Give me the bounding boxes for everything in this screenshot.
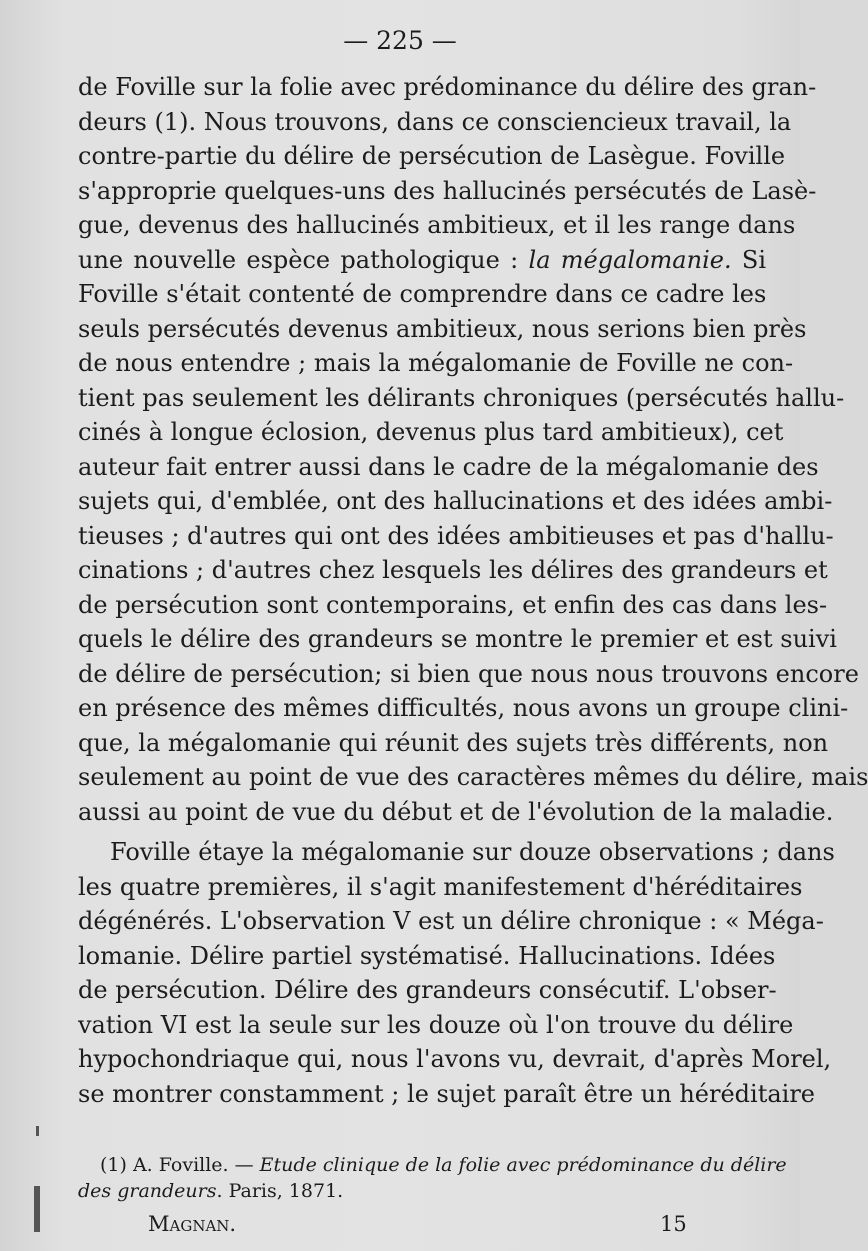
text-line: vation VI est la seule sur les douze où l'on trouve du délire bbox=[78, 1010, 794, 1039]
text-line: de persécution. Délire des grandeurs consécutif. L'obser- bbox=[78, 976, 777, 1004]
text-line: que, la mégalomanie qui réunit des sujets très différents, non bbox=[78, 728, 829, 757]
text-line: contre-partie du délire de persécution de Lasègue. Foville bbox=[78, 142, 786, 170]
page-number: — 225 — bbox=[343, 26, 457, 55]
footnote-line bbox=[78, 1152, 787, 1178]
text-line: tient pas seulement les délirants chroniques (persécutés hallu- bbox=[78, 383, 845, 412]
text-line: s'approprie quelques-uns des hallucinés persécutés de Lasè- bbox=[78, 176, 817, 205]
signature-mark: Magnan. bbox=[148, 1212, 237, 1236]
text-line: seulement au point de vue des caractères mêmes du délire, mais bbox=[78, 763, 868, 791]
text-line: Foville étaye la mégalomanie sur douze observations ; dans bbox=[110, 838, 835, 866]
text-line: cinations ; d'autres chez lesquels les délires des grandeurs et bbox=[78, 556, 828, 584]
text-segment: Si bbox=[731, 245, 767, 274]
text-line: seuls persécutés devenus ambitieux, nous serions bien près bbox=[78, 314, 807, 343]
text-line: de délire de persécution; si bien que nous nous trouvons encore bbox=[78, 659, 859, 688]
footnote-marker-author: (1) A. Foville. — bbox=[100, 1154, 260, 1176]
sheet-number: 15 bbox=[660, 1212, 687, 1236]
text-segment: une nouvelle espèce pathologique : bbox=[78, 245, 529, 274]
text-line: se montrer constamment ; le sujet paraît être un héréditaire bbox=[78, 1079, 815, 1108]
text-line: lomanie. Délire partiel systématisé. Hallucinations. Idées bbox=[78, 941, 776, 970]
footnote-title: Etude clinique de la folie avec prédominance du délire bbox=[259, 1154, 787, 1176]
text-line: dégénérés. L'observation V est un délire chronique : « Méga- bbox=[78, 907, 824, 935]
text-line: gue, devenus des hallucinés ambitieux, et il les range dans bbox=[78, 211, 796, 239]
text-line: auteur fait entrer aussi dans le cadre de la mégalomanie des bbox=[78, 452, 819, 481]
body-text bbox=[78, 70, 868, 1111]
text-line: tieuses ; d'autres qui ont des idées ambitieuses et pas d'hallu- bbox=[78, 521, 834, 550]
binding-edge-mark bbox=[34, 1186, 40, 1232]
text-line: de nous entendre ; mais la mégalomanie de Foville ne con- bbox=[78, 349, 794, 377]
text-line: de Foville sur la folie avec prédominance du délire des gran- bbox=[78, 73, 817, 101]
footnote-publication: . Paris, 1871. bbox=[216, 1180, 344, 1202]
text-line: sujets qui, d'emblée, ont des hallucinations et des idées ambi- bbox=[78, 487, 833, 515]
italic-term: la mégalomanie. bbox=[528, 245, 732, 274]
text-line: Foville s'était contenté de comprendre dans ce cadre les bbox=[78, 280, 767, 308]
text-line: les quatre premières, il s'agit manifestement d'héréditaires bbox=[78, 872, 803, 901]
text-line bbox=[78, 243, 766, 278]
footnote-title-cont: des grandeurs bbox=[78, 1180, 217, 1202]
text-line: quels le délire des grandeurs se montre le premier et est suivi bbox=[78, 625, 837, 653]
binding-edge-mark bbox=[36, 1126, 39, 1136]
text-line: deurs (1). Nous trouvons, dans ce consciencieux travail, la bbox=[78, 107, 792, 136]
text-line: hypochondriaque qui, nous l'avons vu, devrait, d'après Morel, bbox=[78, 1045, 832, 1073]
text-line: cinés à longue éclosion, devenus plus tard ambitieux), cet bbox=[78, 418, 784, 446]
text-line: en présence des mêmes difficultés, nous avons un groupe clini- bbox=[78, 694, 849, 722]
footnote bbox=[78, 1152, 787, 1204]
footnote-line bbox=[78, 1178, 766, 1204]
text-line: aussi au point de vue du début et de l'évolution de la maladie. bbox=[78, 797, 834, 826]
text-line: de persécution sont contemporains, et enfin des cas dans les- bbox=[78, 590, 828, 619]
